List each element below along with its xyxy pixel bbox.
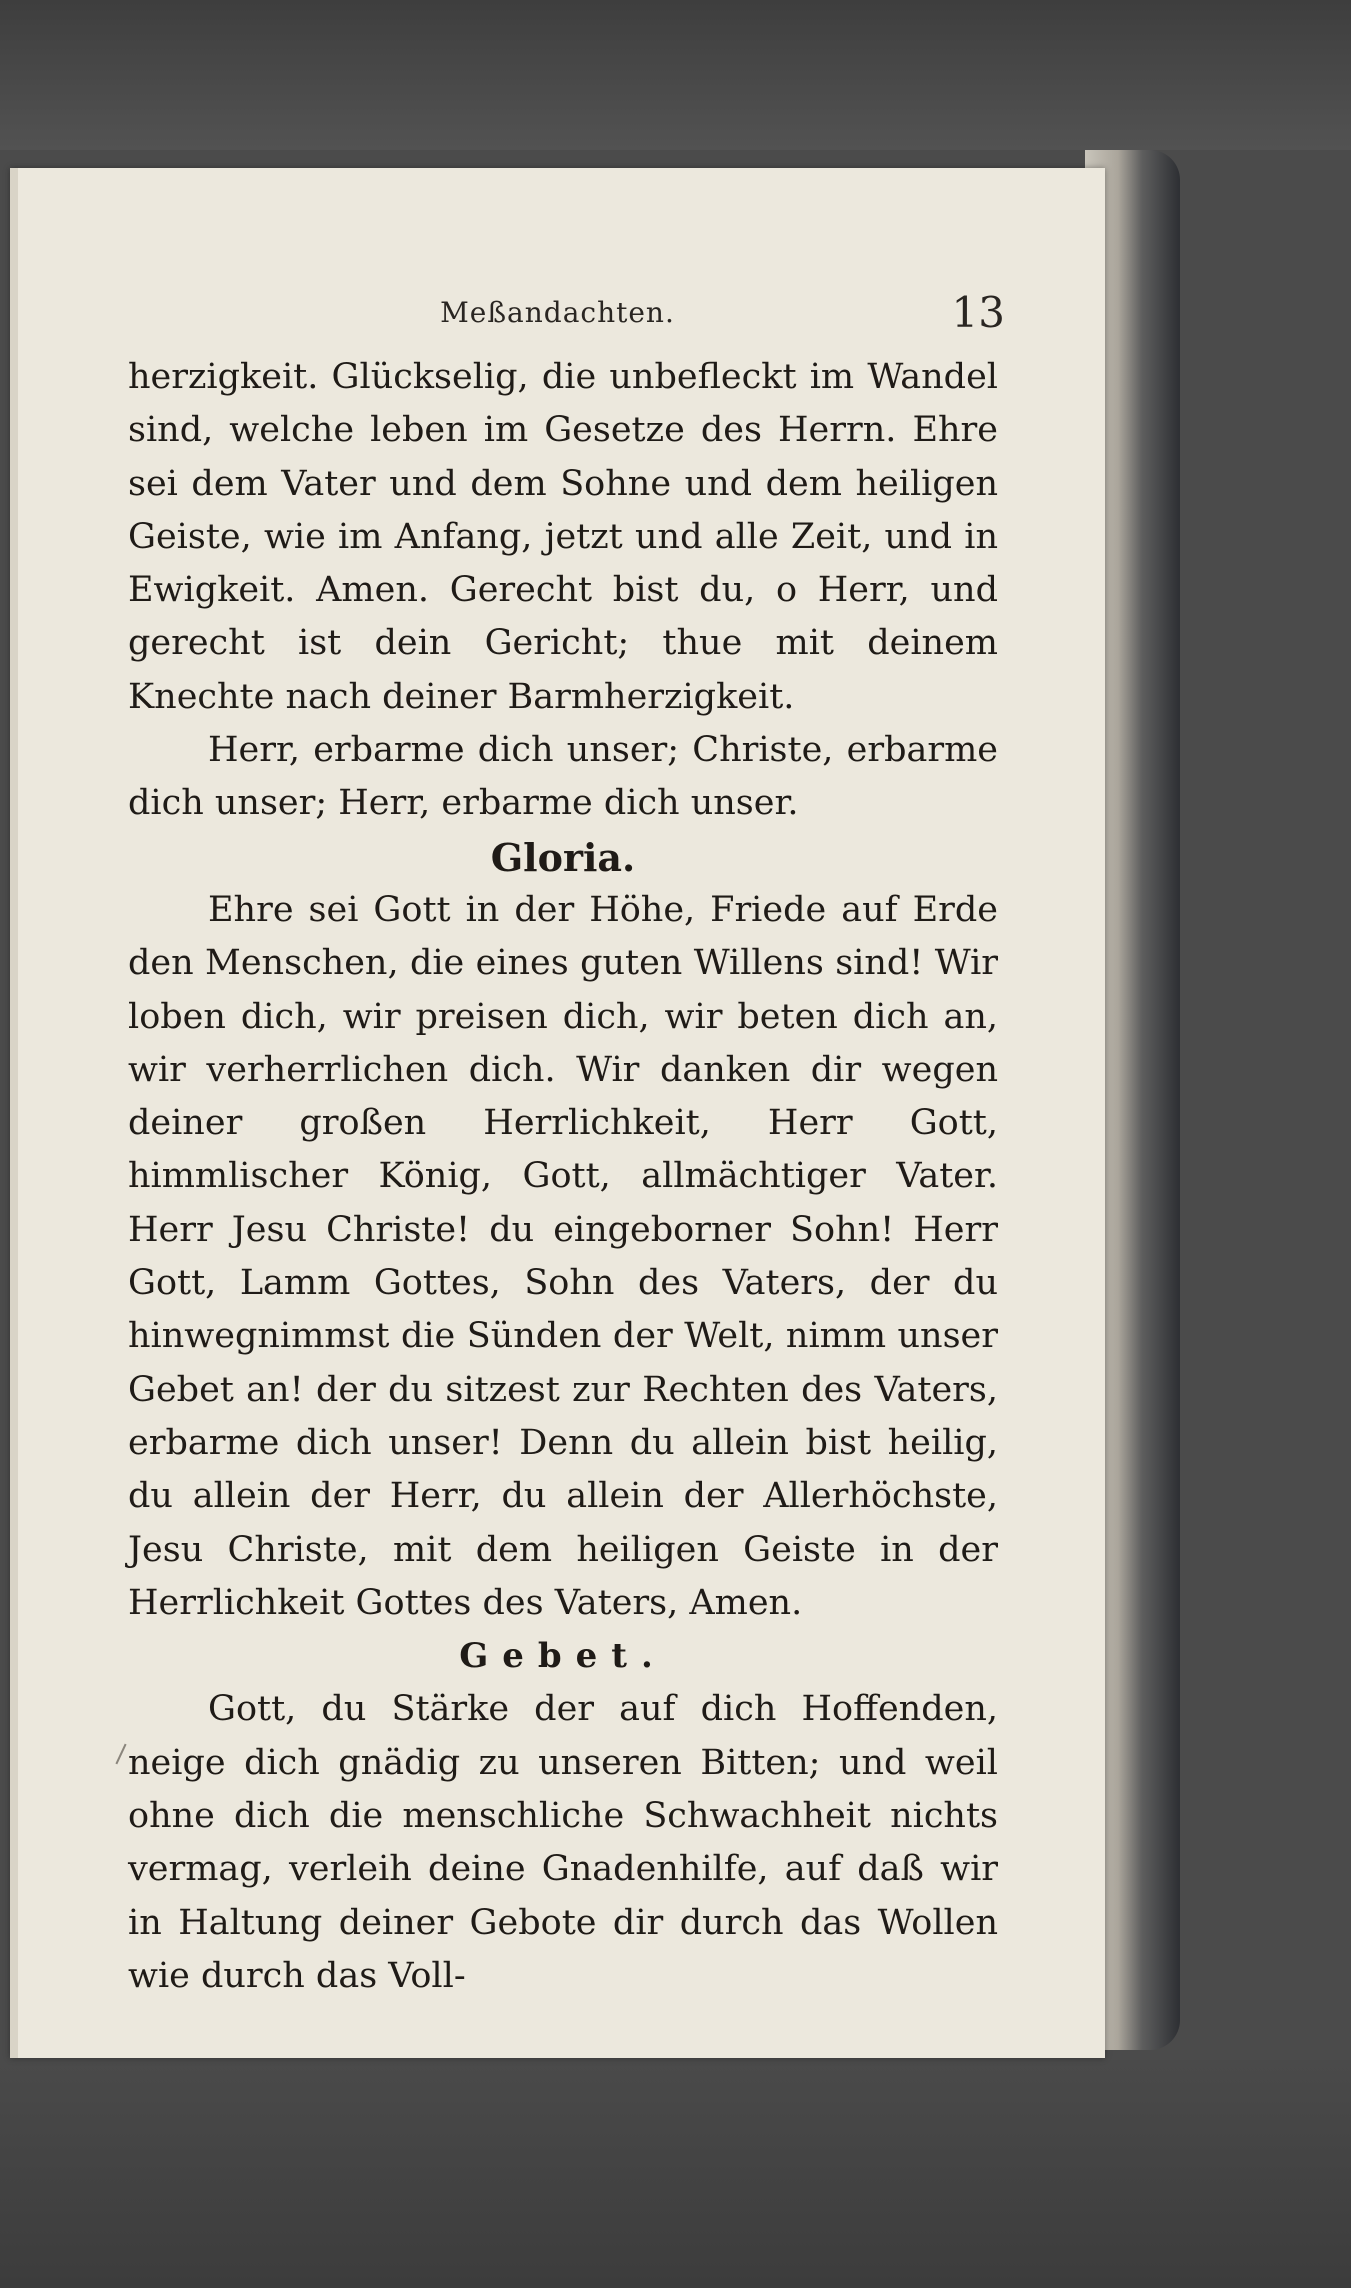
- page-number: 13: [951, 288, 1005, 337]
- stray-pencil-mark: [115, 1744, 126, 1765]
- running-head: [10, 288, 1105, 348]
- scan-background-top: [0, 0, 1351, 150]
- paragraph-kyrie: Herr, erbarme dich unser; Christe, erbarme dich unser; Herr, erbarme dich unser.: [128, 730, 998, 824]
- paragraph-psalm-continuation: herzigkeit. Glückselig, die unbefleckt im Wandel sind, welche leben im Gesetze des Herrn. Ehre sei dem Vater und dem Sohne und dem heiligen Geiste, wie im Anfang, jetzt und alle Zeit, und in Ewigkeit. Amen. Gerecht bist du, o Herr, und gerecht ist dein Gericht; thue mit deinem Knechte nach deiner Barmherzigkeit.: [128, 357, 998, 717]
- scan-background-bottom: [0, 2060, 1351, 2288]
- heading-gebet: Gebet.: [459, 1636, 667, 1677]
- body-text: [128, 351, 998, 2003]
- paragraph-gebet: Gott, du Stärke der auf dich Hoffenden, neige dich gnädig zu unseren Bitten; und weil ohne dich die menschliche Schwachheit nichts vermag, verleih deine Gnadenhilfe, auf daß wir in Haltung deiner Gebote dir durch das Wollen wie durch das Voll-: [128, 1689, 998, 1996]
- running-title: Meßandachten.: [440, 296, 675, 329]
- paragraph-gloria: Ehre sei Gott in der Höhe, Friede auf Erde den Menschen, die eines guten Willens sind! Wir loben dich, wir preisen dich, wir beten dich an, wir verherrlichen dich. Wir danken dir wegen deiner großen Herrlichkeit, Herr Gott, himmlischer König, Gott, allmächtiger Vater. Herr Jesu Christe! du eingeborner Sohn! Herr Gott, Lamm Gottes, Sohn des Vaters, der du hinwegnimmst die Sünden der Welt, nimm unser Gebet an! der du sitzest zur Rechten des Vaters, erbarme dich unser! Denn du allein bist heilig, du allein der Herr, du allein der Allerhöchste, Jesu Christe, mit dem heiligen Geiste in der Herrlichkeit Gottes des Vaters, Amen.: [128, 889, 998, 1623]
- heading-gloria: Gloria.: [490, 834, 636, 880]
- book-page: [10, 168, 1105, 2058]
